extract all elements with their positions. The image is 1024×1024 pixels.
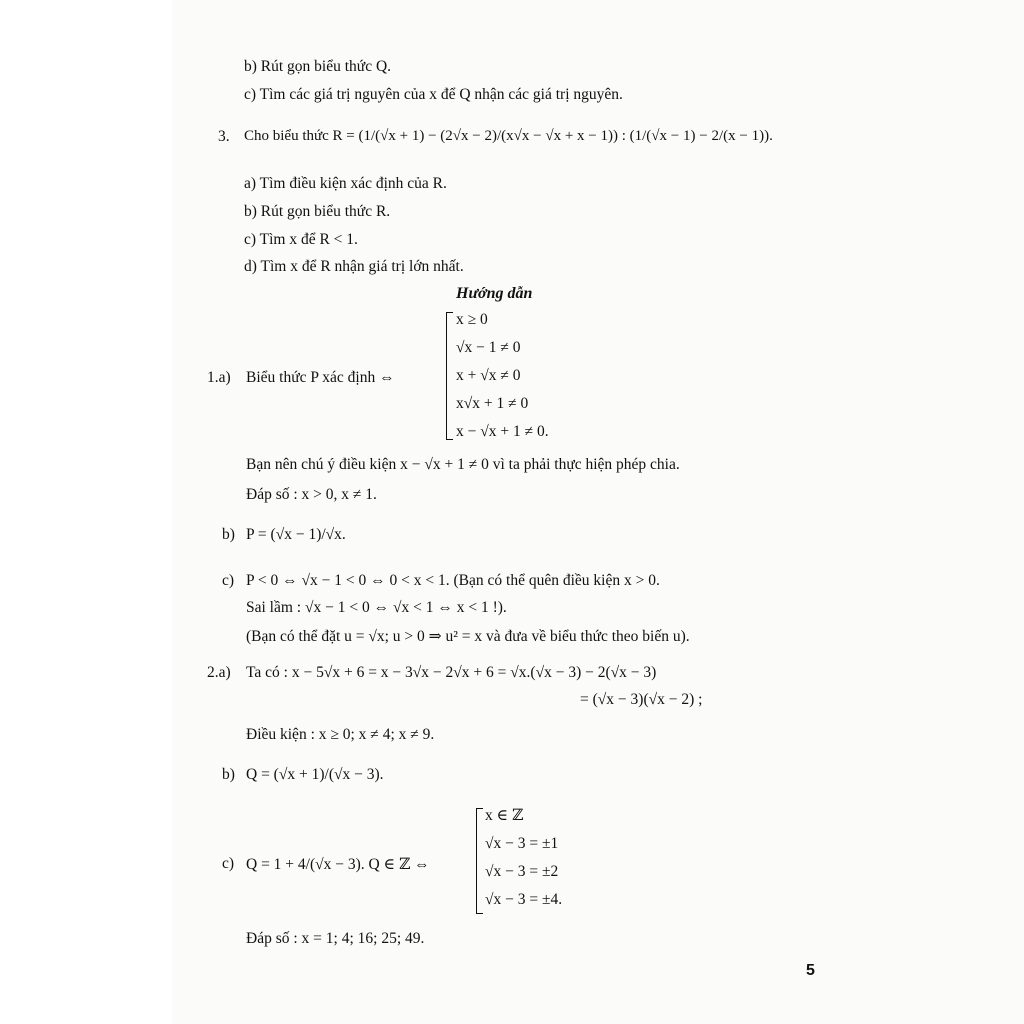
answer-2a-expansion: Ta có : x − 5√x + 6 = x − 3√x − 2√x + 6 = √x.(√x − 3) − 2(√x − 3) <box>246 664 657 681</box>
note-condition: Bạn nên chú ý điều kiện x − √x + 1 ≠ 0 vì ta phải thực hiện phép chia. <box>246 456 680 473</box>
system-brace-1 <box>446 312 453 440</box>
answer-1c-hint: (Bạn có thể đặt u = √x; u > 0 ⇒ u² = x và đưa về biểu thức theo biến u). <box>246 628 690 645</box>
answer-2b-formula: Q = (√x + 1)/(√x − 3). <box>246 766 384 783</box>
exercise-3c: c) Tìm x để R < 1. <box>244 231 358 248</box>
guide-heading: Hướng dẫn <box>456 285 533 302</box>
answer-2a-condition: Điều kiện : x ≥ 0; x ≠ 4; x ≠ 9. <box>246 726 435 743</box>
answer-2c-number: c) <box>222 855 235 872</box>
answer-2c-result: Đáp số : x = 1; 4; 16; 25; 49. <box>246 930 425 947</box>
answer-2a-factored: = (√x − 3)(√x − 2) ; <box>580 691 703 708</box>
condition-system-2 <box>485 802 562 914</box>
condition-5: x − √x + 1 ≠ 0. <box>456 423 549 440</box>
case-2: √x − 3 = ±2 <box>485 863 559 880</box>
condition-2: √x − 1 ≠ 0 <box>456 339 521 356</box>
condition-integer: x ∈ ℤ <box>485 807 524 824</box>
answer-2c-text: Q = 1 + 4/(√x − 3). Q ∈ ℤ ⇔ <box>246 856 430 873</box>
answer-1a-text: Biểu thức P xác định ⇔ <box>246 369 395 386</box>
system-brace-2 <box>476 808 483 914</box>
condition-1: x ≥ 0 <box>456 311 488 328</box>
exercise-3-expression: Cho biểu thức R = (1/(√x + 1) − (2√x − 2)/(x√x − √x + x − 1)) : (1/(√x − 1) − 2/(x − 1)). <box>244 128 773 144</box>
page-number: 5 <box>806 962 815 979</box>
answer-1c-text: P < 0 ⇔ √x − 1 < 0 ⇔ 0 < x < 1. (Bạn có thể quên điều kiện x > 0. <box>246 572 660 589</box>
exercise-3a: a) Tìm điều kiện xác định của R. <box>244 175 447 192</box>
exercise-3-number: 3. <box>218 128 230 145</box>
exercise-3b: b) Rút gọn biểu thức R. <box>244 203 391 220</box>
answer-1c-number: c) <box>222 572 235 589</box>
condition-4: x√x + 1 ≠ 0 <box>456 395 529 412</box>
answer-1b-formula: P = (√x − 1)/√x. <box>246 526 346 543</box>
answer-2b-number: b) <box>222 766 235 783</box>
case-1: √x − 3 = ±1 <box>485 835 559 852</box>
condition-system-1 <box>456 306 549 446</box>
exercise-2c: c) Tìm các giá trị nguyên của x để Q nhận các giá trị nguyên. <box>244 86 623 103</box>
answer-2a-number: 2.a) <box>207 664 231 681</box>
answer-1c-mistake: Sai lầm : √x − 1 < 0 ⇔ √x < 1 ⇔ x < 1 !). <box>246 599 507 616</box>
answer-1b-number: b) <box>222 526 235 543</box>
exercise-2b: b) Rút gọn biểu thức Q. <box>244 58 392 75</box>
exercise-3d: d) Tìm x để R nhận giá trị lớn nhất. <box>244 258 464 275</box>
answer-1a-result: Đáp số : x > 0, x ≠ 1. <box>246 486 377 503</box>
case-3: √x − 3 = ±4. <box>485 891 563 908</box>
condition-3: x + √x ≠ 0 <box>456 367 521 384</box>
answer-1a-number: 1.a) <box>207 369 231 386</box>
